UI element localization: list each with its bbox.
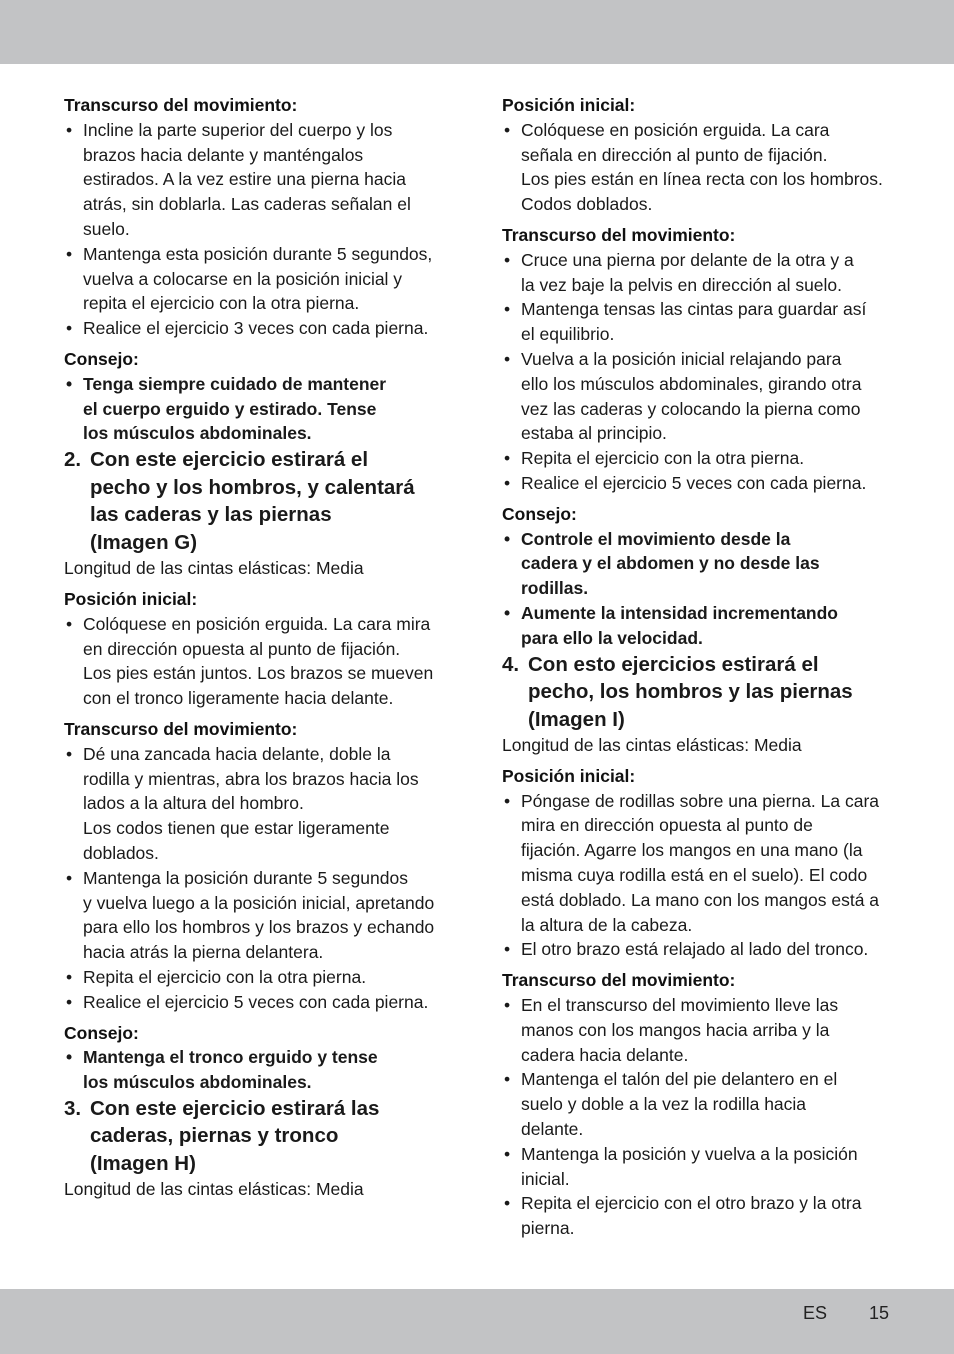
list-item: • Póngase de rodillas sobre una pierna. La cara mira en dirección opuesta al punto de fijación. Agarre los mangos en una mano (la misma cuya rodilla está en el suelo). El codo está doblado. La mano con los mangos está a la altura de la cabeza. <box>502 789 897 938</box>
tip-heading: Consejo: <box>502 503 577 524</box>
section-3-title <box>64 1095 454 1178</box>
list-item: • Repita el ejercicio con la otra pierna. <box>502 446 897 471</box>
language-code: ES <box>803 1303 828 1323</box>
tip-heading: Consejo: <box>64 1022 139 1043</box>
left-column <box>64 93 454 1202</box>
page-number: 15 <box>869 1303 890 1323</box>
section-4-title-text: Con esto ejercicios estirará el pecho, los hombros y las piernas (Imagen I) <box>528 652 853 731</box>
header-band <box>0 0 954 64</box>
list-item: • Incline la parte superior del cuerpo y los brazos hacia delante y manténgalos estirados. A la vez estire una pierna hacia atrás, sin doblarla. Las caderas señalan el suelo. <box>64 118 454 242</box>
movement-heading: Transcurso del movimiento: <box>502 970 736 991</box>
tip-heading: Consejo: <box>64 348 139 369</box>
list-item: • Repita el ejercicio con la otra pierna. <box>64 965 454 990</box>
start-position-list <box>502 789 897 963</box>
band-length-text: Longitud de las cintas elásticas: Media <box>64 558 364 579</box>
start-position-list <box>64 612 454 711</box>
list-item: • Realice el ejercicio 5 veces con cada pierna. <box>502 471 897 496</box>
movement-heading: Transcurso del movimiento: <box>64 718 298 739</box>
list-item: • Vuelva a la posición inicial relajando para ello los músculos abdominales, girando otra vez las caderas y colocando la pierna como estaba al principio. <box>502 347 897 446</box>
start-position-heading: Posición inicial: <box>502 765 636 786</box>
list-item: • El otro brazo está relajado al lado del tronco. <box>502 937 897 962</box>
movement-heading: Transcurso del movimiento: <box>64 95 298 115</box>
list-item: • Mantenga la posición durante 5 segundos y vuelva luego a la posición inicial, apretando para ello los hombros y los brazos y echando hacia atrás la pierna delantera. <box>64 866 454 965</box>
list-item: • Colóquese en posición erguida. La cara mira en dirección opuesta al punto de fijación. Los pies están juntos. Los brazos se mueven con el tronco ligeramente hacia delante. <box>64 612 454 711</box>
list-item: • Mantenga tensas las cintas para guardar así el equilibrio. <box>502 297 897 347</box>
movement-list <box>502 993 897 1241</box>
list-item: • Aumente la intensidad incrementando para ello la velocidad. <box>502 601 897 651</box>
section-4-title <box>502 651 897 734</box>
section-2-number: 2. <box>64 448 82 472</box>
section-3-number: 3. <box>64 1096 82 1120</box>
right-column <box>502 93 897 1241</box>
start-position-list <box>502 118 897 217</box>
band-length-text: Longitud de las cintas elásticas: Media <box>502 735 802 756</box>
list-item: • Realice el ejercicio 3 veces con cada pierna. <box>64 316 454 341</box>
list-item: • Repita el ejercicio con el otro brazo y la otra pierna. <box>502 1191 897 1241</box>
band-length-text: Longitud de las cintas elásticas: Media <box>64 1179 364 1200</box>
list-item: • Mantenga la posición y vuelva a la posición inicial. <box>502 1142 897 1192</box>
list-item: • Colóquese en posición erguida. La cara señala en dirección al punto de fijación. Los pies están en línea recta con los hombros. Codos doblados. <box>502 118 897 217</box>
tip-list <box>64 1045 454 1095</box>
list-item: • En el transcurso del movimiento lleve las manos con los mangos hacia arriba y la cadera hacia delante. <box>502 993 897 1067</box>
section-3-title-text: Con este ejercicio estirará las caderas, piernas y tronco (Imagen H) <box>90 1096 380 1175</box>
list-item: • Mantenga esta posición durante 5 segundos, vuelva a colocarse en la posición inicial y repita el ejercicio con la otra pierna. <box>64 242 454 316</box>
list-item: • Mantenga el talón del pie delantero en el suelo y doble a la vez la rodilla hacia delante. <box>502 1067 897 1141</box>
list-item: • Dé una zancada hacia delante, doble la rodilla y mientras, abra los brazos hacia los lados a la altura del hombro. Los codos tienen que estar ligeramente doblados. <box>64 742 454 866</box>
section-4-number: 4. <box>502 652 520 676</box>
list-item: • Realice el ejercicio 5 veces con cada pierna. <box>64 990 454 1015</box>
tip-list <box>64 372 454 446</box>
tip-list <box>502 527 897 651</box>
movement-list <box>64 742 454 1015</box>
section-2-title <box>64 446 454 556</box>
movement-heading: Transcurso del movimiento: <box>502 224 736 245</box>
start-position-heading: Posición inicial: <box>64 588 198 609</box>
list-item: • Mantenga el tronco erguido y tense los músculos abdominales. <box>64 1045 454 1095</box>
start-position-heading: Posición inicial: <box>502 95 636 115</box>
movement-list <box>502 248 897 496</box>
list-item: • Cruce una pierna por delante de la otra y a la vez baje la pelvis en dirección al suelo. <box>502 248 897 298</box>
section-2-title-text: Con este ejercicio estirará el pecho y los hombros, y calentará las caderas y las piernas (Imagen G) <box>90 448 415 554</box>
movement-list <box>64 118 454 341</box>
list-item: • Controle el movimiento desde la cadera y el abdomen y no desde las rodillas. <box>502 527 897 601</box>
list-item: • Tenga siempre cuidado de mantener el cuerpo erguido y estirado. Tense los músculos abdominales. <box>64 372 454 446</box>
